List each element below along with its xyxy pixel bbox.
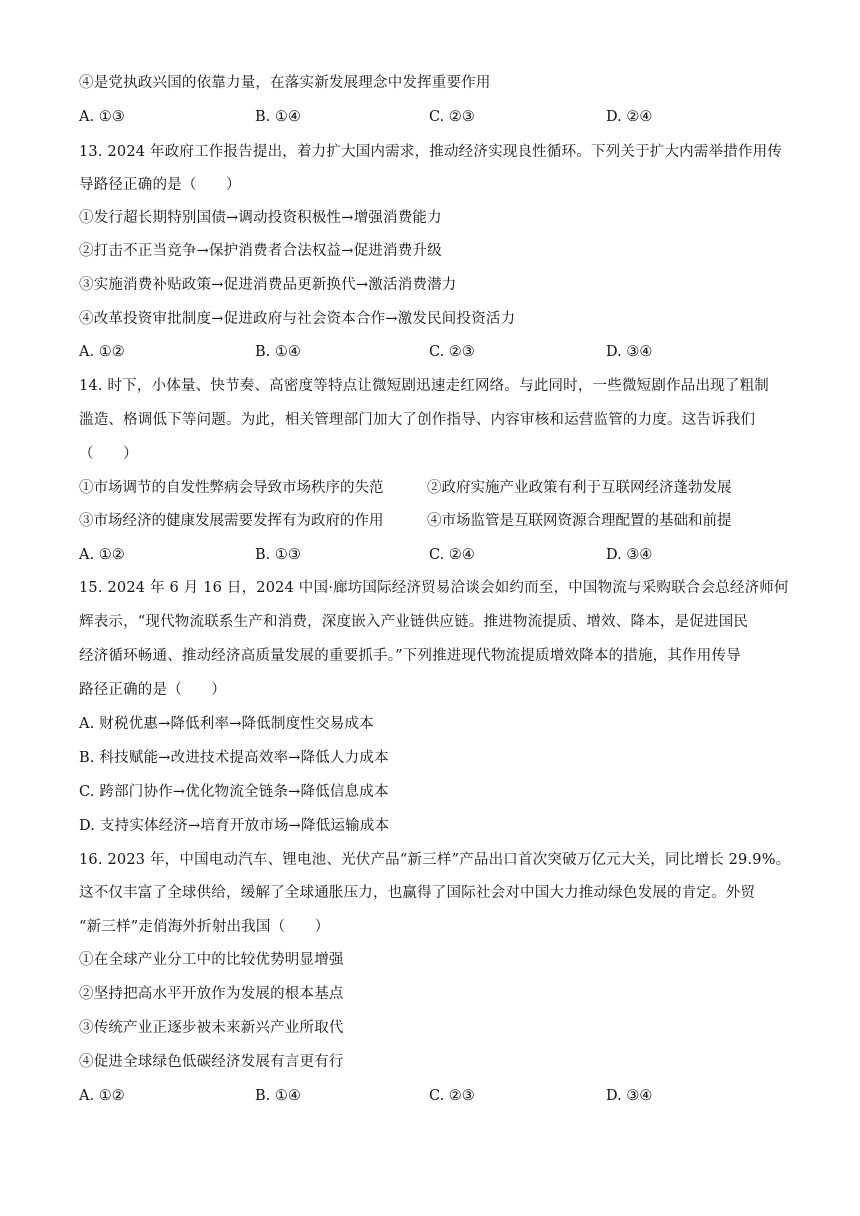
q12-option-a: A. ①③ <box>79 109 125 125</box>
q13-item-2: ②打击不正当竞争→保护消费者合法权益→促进消费升级 <box>79 243 442 259</box>
q15-option-c: C. 跨部门协作→优化物流全链条→降低信息成本 <box>79 784 389 800</box>
q15-option-b: B. 科技赋能→改进技术提高效率→降低人力成本 <box>79 750 389 766</box>
q13-option-b: B. ①④ <box>255 344 301 360</box>
q13-stem-line-1: 13. 2024 年政府工作报告提出，着力扩大国内需求，推动经济实现良性循环。下列关于扩大内需举措作用传 <box>79 144 783 160</box>
q13-item-4: ④改革投资审批制度→促进政府与社会资本合作→激发民间投资活力 <box>79 311 516 327</box>
q14-option-c: C. ②④ <box>429 547 475 563</box>
q16-stem-line-3: “新三样”走俏海外折射出我国（ ） <box>79 919 330 935</box>
q14-stem-line-3: （ ） <box>79 446 138 462</box>
q13-item-1: ①发行超长期特别国债→调动投资积极性→增强消费能力 <box>79 210 442 226</box>
q14-item-1: ①市场调节的自发性弊病会导致市场秩序的失范 <box>79 480 384 496</box>
q16-item-4: ④促进全球绿色低碳经济发展有言更有行 <box>79 1054 344 1070</box>
q13-options <box>79 342 779 362</box>
q16-item-1: ①在全球产业分工中的比较优势明显增强 <box>79 952 344 968</box>
q15-stem-line-1: 15. 2024 年 6 月 16 日，2024 中国·廊坊国际经济贸易洽谈会如约而至，中国物流与采购联合会总经济师何 <box>79 580 789 596</box>
q12-option-b: B. ①④ <box>255 109 301 125</box>
q14-item-4: ④市场监管是互联网资源合理配置的基础和前提 <box>427 513 732 529</box>
q15-stem-line-4: 路径正确的是（ ） <box>79 682 226 698</box>
q14-option-d: D. ③④ <box>606 547 653 563</box>
q15-option-d: D. 支持实体经济→培育开放市场→降低运输成本 <box>79 818 390 834</box>
q12-item-4: ④是党执政兴国的依靠力量，在落实新发展理念中发挥重要作用 <box>79 75 491 91</box>
q14-item-2: ②政府实施产业政策有利于互联网经济蓬勃发展 <box>427 480 732 496</box>
q12-option-d: D. ②④ <box>606 109 653 125</box>
q12-option-c: C. ②③ <box>429 109 475 125</box>
q16-options <box>79 1086 779 1106</box>
q16-stem-line-1: 16. 2023 年，中国电动汽车、锂电池、光伏产品“新三样”产品出口首次突破万亿元大关，同比增长 29.9%。 <box>79 852 791 868</box>
q15-option-a: A. 财税优惠→降低利率→降低制度性交易成本 <box>79 716 374 732</box>
q14-item-3: ③市场经济的健康发展需要发挥有为政府的作用 <box>79 513 384 529</box>
q16-option-d: D. ③④ <box>606 1088 653 1104</box>
q14-stem-line-2: 滥造、格调低下等问题。为此，相关管理部门加大了创作指导、内容审核和运营监管的力度。这告诉我们 <box>79 412 756 428</box>
q14-items-row-2 <box>79 511 799 531</box>
q13-stem-line-2: 导路径正确的是（ ） <box>79 177 241 193</box>
q12-options <box>79 107 779 127</box>
q16-option-a: A. ①② <box>79 1088 125 1104</box>
q16-stem-line-2: 这不仅丰富了全球供给，缓解了全球通胀压力，也赢得了国际社会对中国大力推动绿色发展的肯定。外贸 <box>79 885 756 901</box>
q14-option-b: B. ①③ <box>255 547 301 563</box>
q13-item-3: ③实施消费补贴政策→促进消费品更新换代→激活消费潜力 <box>79 277 457 293</box>
q13-option-c: C. ②③ <box>429 344 475 360</box>
q16-option-b: B. ①④ <box>255 1088 301 1104</box>
q14-stem-line-1: 14. 时下，小体量、快节奏、高密度等特点让微短剧迅速走红网络。与此同时，一些微短剧作品出现了粗制 <box>79 378 769 394</box>
q15-stem-line-2: 辉表示，“现代物流联系生产和消费，深度嵌入产业链供应链。推进物流提质、增效、降本，是促进国民 <box>79 614 749 630</box>
q13-option-d: D. ③④ <box>606 344 653 360</box>
q16-item-2: ②坚持把高水平开放作为发展的根本基点 <box>79 986 344 1002</box>
q14-options <box>79 545 779 565</box>
q14-option-a: A. ①② <box>79 547 125 563</box>
q16-item-3: ③传统产业正逐步被未来新兴产业所取代 <box>79 1020 344 1036</box>
q16-option-c: C. ②③ <box>429 1088 475 1104</box>
q15-stem-line-3: 经济循环畅通、推动经济高质量发展的重要抓手。”下列推进现代物流提质增效降本的措施，其作用传导 <box>79 648 741 664</box>
q13-option-a: A. ①② <box>79 344 125 360</box>
q14-items-row-1 <box>79 478 799 498</box>
